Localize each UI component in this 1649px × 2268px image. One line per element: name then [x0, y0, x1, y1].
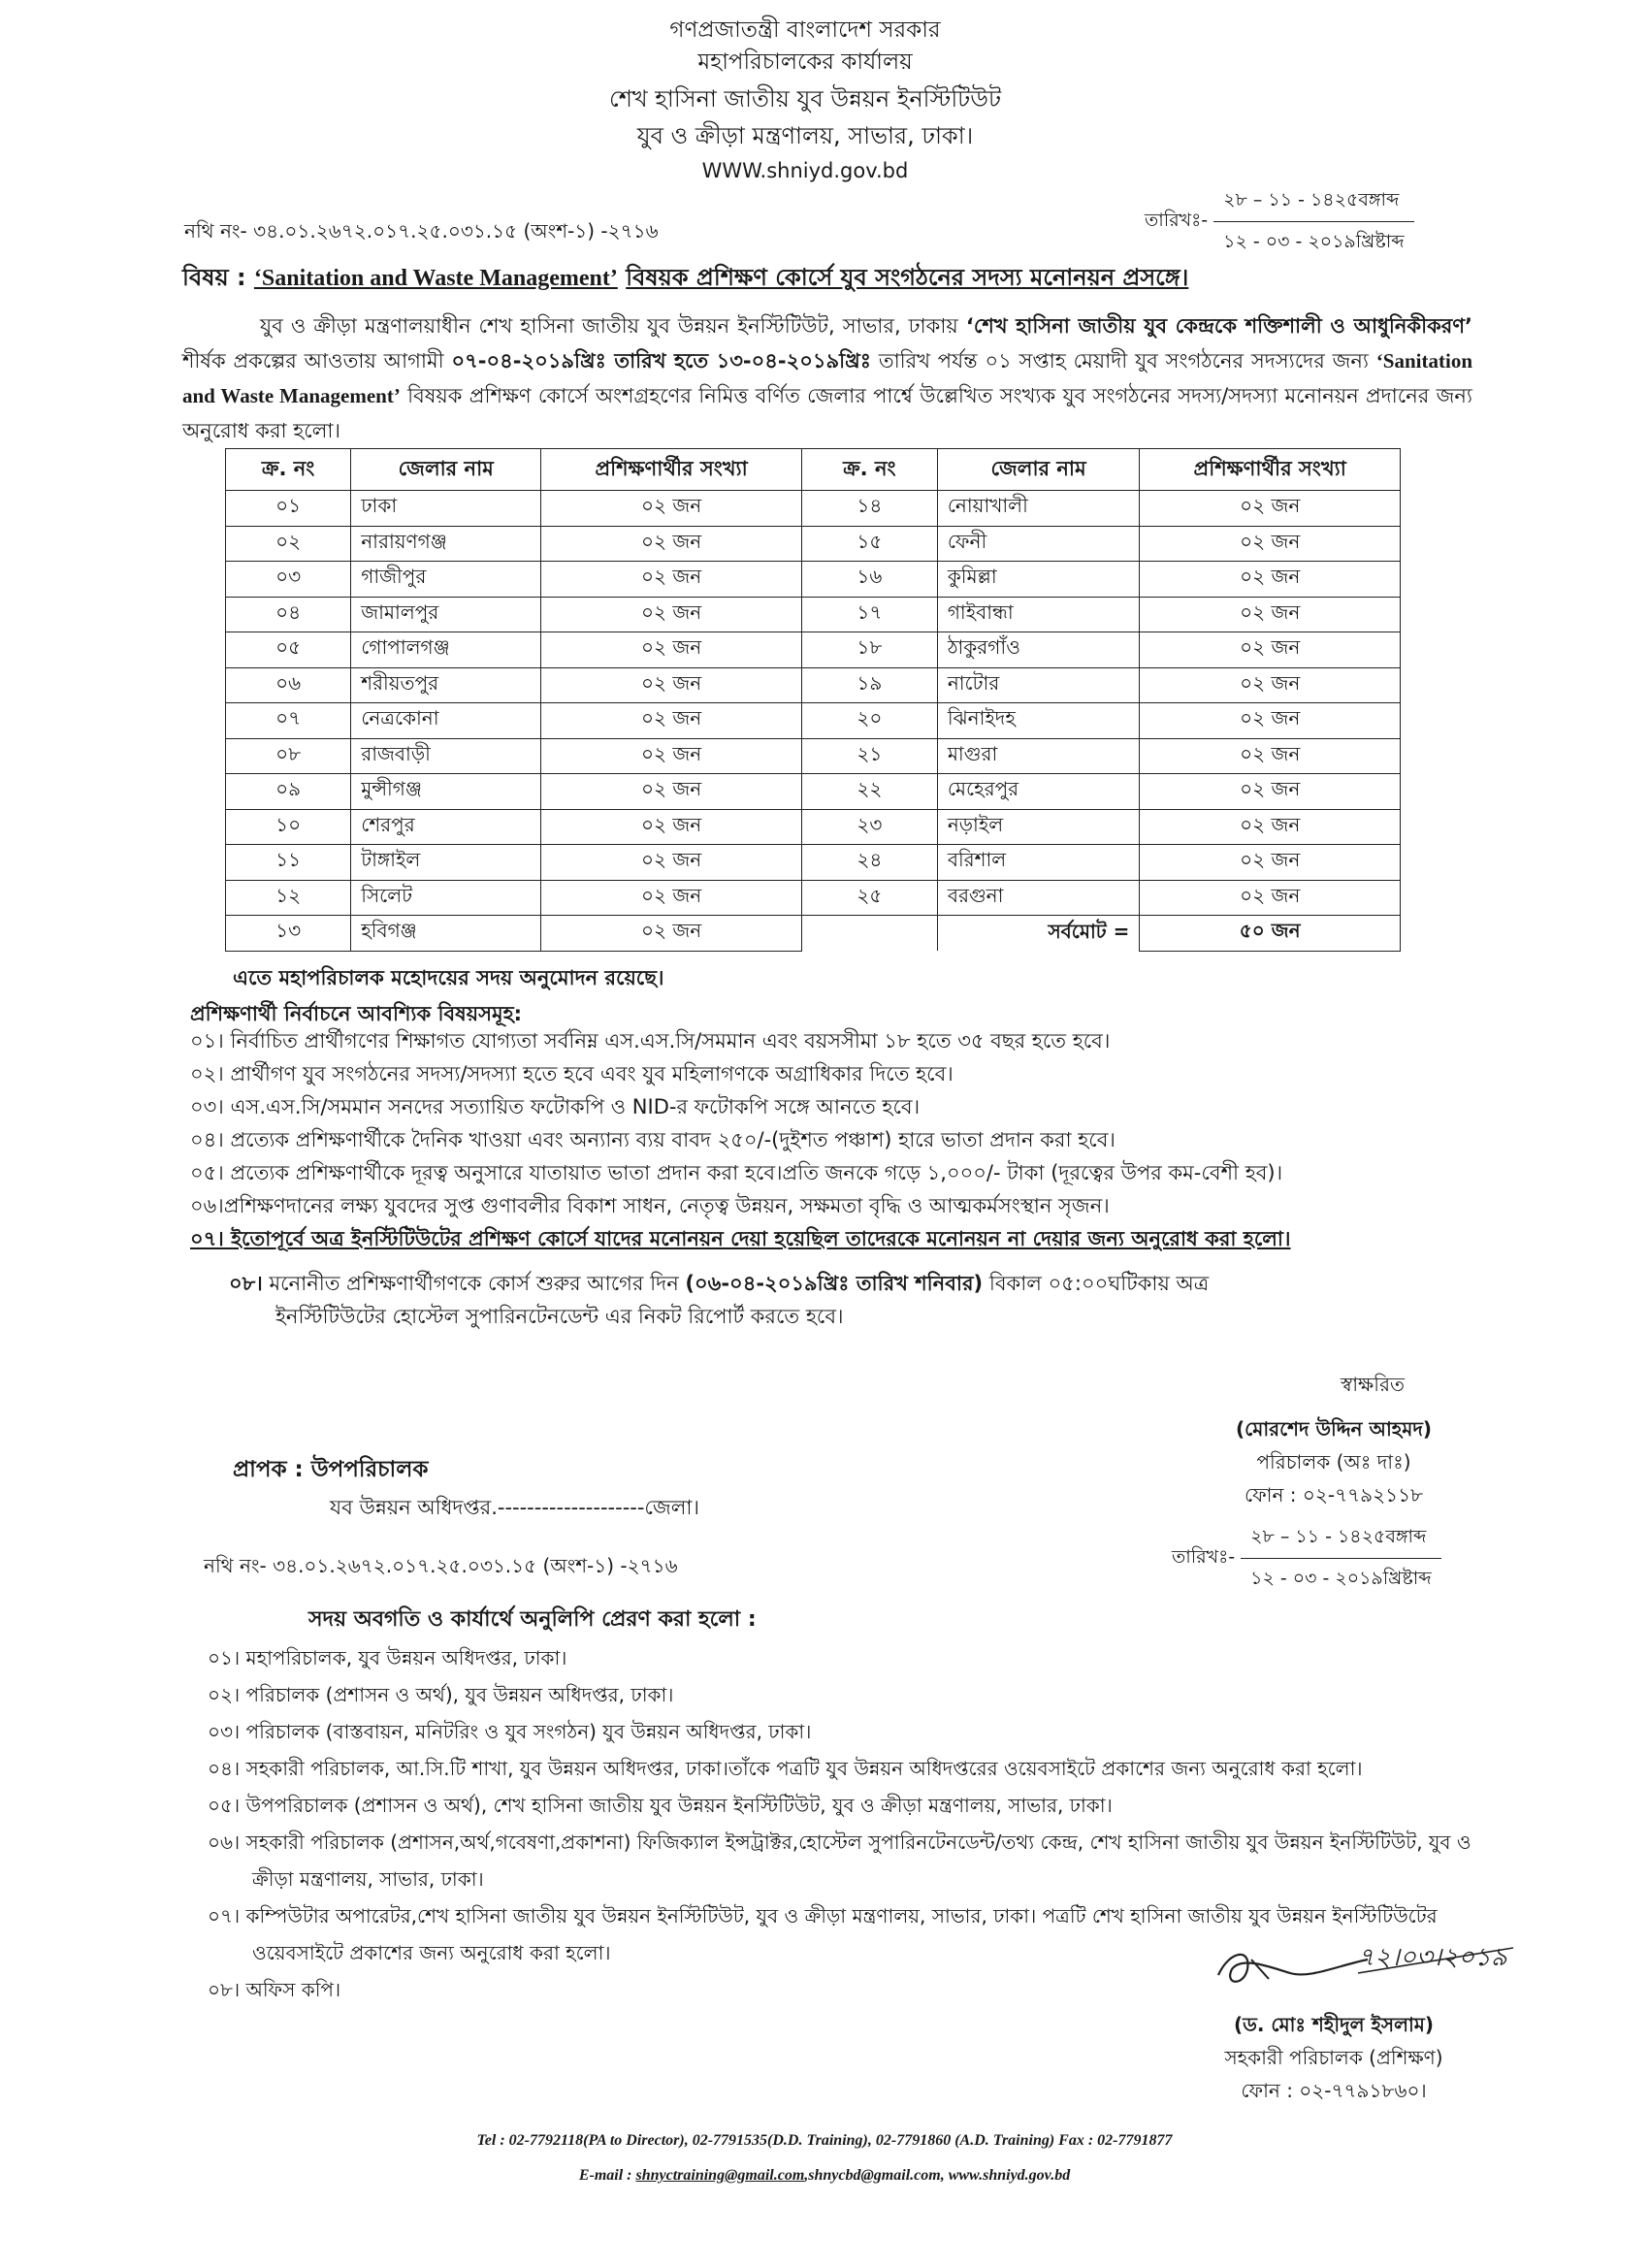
table-cell: নড়াইল — [937, 809, 1140, 845]
table-cell: নোয়াখালী — [937, 491, 1140, 527]
body-text-3: তারিখ পর্যন্ত ০১ সপ্তাহ মেয়াদী যুব সংগঠনের সদস্যদের জন্য — [878, 349, 1369, 373]
table-cell: ০২ জন — [541, 880, 802, 916]
table-row — [226, 845, 1401, 881]
signer-title: পরিচালক (অঃ দাঃ) — [1256, 1450, 1411, 1474]
table-cell: ঢাকা — [351, 491, 541, 527]
footer-contacts — [0, 2132, 1649, 2185]
body-text-1: যুব ও ক্রীড়া মন্ত্রণালয়াধীন শেখ হাসিনা জাতীয় যুব উন্নয়ন ইনস্টিটিউট, সাভার, ঢাকায় — [260, 314, 958, 338]
table-cell: শেরপুর — [351, 809, 541, 845]
table-cell: ২৫ — [801, 880, 937, 916]
table-cell: ২৩ — [801, 809, 937, 845]
item-8-date: (০৬-০৪-২০১৯খ্রিঃ তারিখ শনিবার) — [685, 1272, 984, 1295]
table-row — [226, 880, 1401, 916]
memo-date-2 — [1172, 1521, 1441, 1596]
body-paragraph — [182, 308, 1472, 448]
table-cell: ০৯ — [226, 774, 351, 810]
cc-item: ০৫। উপপরিচালক (প্রশাসন ও অর্থ), শেখ হাসিনা জাতীয় যুব উন্নয়ন ইনস্টিটিউট, যুব ও ক্রীড়া মন্ত্রণালয়, সাভার, ঢাকা। — [208, 1794, 1113, 1817]
item-8-text-a: মনোনীত প্রশিক্ষণার্থীগণকে কোর্স শুরুর আগের দিন — [269, 1272, 679, 1295]
header-line-3: শেখ হাসিনা জাতীয় যুব উন্নয়ন ইনস্টিটিউট — [608, 85, 1002, 113]
table-cell: নেত্রকোনা — [351, 703, 541, 739]
date-english: ১২ - ০৩ - ২০১৯খ্রিষ্টাব্দ — [1250, 1568, 1432, 1589]
body-project-name: ‘শেখ হাসিনা জাতীয় যুব কেন্দ্রকে শক্তিশালী ও আধুনিকীকরণ’ — [965, 314, 1473, 338]
requirement-item-8 — [229, 1267, 1486, 1333]
table-blank-cell — [801, 916, 937, 952]
table-row — [226, 738, 1401, 774]
table-header-row — [226, 449, 1401, 491]
date-english: ১২ - ০৩ - ২০১৯খ্রিষ্টাব্দ — [1223, 231, 1405, 252]
header-website: WWW.shniyd.gov.bd — [701, 159, 909, 182]
table-row — [226, 597, 1401, 632]
subject-line — [182, 260, 1188, 299]
table-cell: ১৬ — [801, 562, 937, 598]
item-8-text-c: ইনস্টিটিউটের হোস্টেল সুপারিনটেনডেন্ট এর নিকট রিপোর্ট করতে হবে। — [275, 1305, 844, 1328]
table-cell: ১১ — [226, 845, 351, 881]
memo-number: নথি নং- ৩৪.০১.২৬৭২.০১৭.২৫.০৩১.১৫ (অংশ-১) -২৭১৬ — [184, 219, 659, 243]
table-cell: মাগুরা — [937, 738, 1140, 774]
table-cell: ০৭ — [226, 703, 351, 739]
subject-course: ‘Sanitation and Waste Management’ — [253, 266, 618, 291]
header-line-4: যুব ও ক্রীড়া মন্ত্রণালয়, সাভার, ঢাকা। — [636, 122, 974, 149]
table-cell: শরীয়তপুর — [351, 667, 541, 703]
cc-item: ০৭। কম্পিউটার অপারেটর,শেখ হাসিনা জাতীয় যুব উন্নয়ন ইনস্টিটিউট, যুব ও ক্রীড়া মন্ত্রণালয়, সাভার, ঢাকা। পত্রটি শেখ হাসিনা জাতীয় যুব উন্নয়ন ইনস্টিটিউটের ওয়েবসাইটে প্রকাশের জন্য অনুরোধ করা হলো। — [208, 1904, 1438, 1964]
table-cell: ২০ — [801, 703, 937, 739]
table-cell: টাঙ্গাইল — [351, 845, 541, 881]
footer-phone-line: Tel : 02-7792118(PA to Director), 02-7791535(D.D. Training), 02-7791860 (A.D. Training) Fax : 02-7791877 — [476, 2132, 1173, 2149]
table-cell: ০২ — [226, 526, 351, 562]
table-cell: ০২ জন — [1140, 632, 1401, 668]
cc-item: ০২। পরিচালক (প্রশাসন ও অর্থ), যুব উন্নয়ন অধিদপ্তর, ঢাকা। — [208, 1683, 674, 1706]
handwritten-signature — [1212, 1930, 1523, 1998]
table-cell: ০২ জন — [1140, 880, 1401, 916]
table-cell: ০১ — [226, 491, 351, 527]
header-line-2: মহাপরিচালকের কার্যালয় — [697, 49, 913, 75]
table-cell: ১৮ — [801, 632, 937, 668]
email-link[interactable]: shnyctraining@gmail.com — [635, 2167, 805, 2184]
table-cell: ০২ জন — [541, 526, 802, 562]
table-row — [226, 526, 1401, 562]
handwritten-date: ৭২।০৩।২০১৯ — [1358, 1943, 1507, 1972]
table-cell: নাটোর — [937, 667, 1140, 703]
item-8-text-b: বিকাল ০৫:০০ঘটিকায় অত্র — [988, 1272, 1210, 1295]
table-cell: ০২ জন — [1140, 597, 1401, 632]
table-cell: ০২ জন — [1140, 703, 1401, 739]
table-cell: ০২ জন — [541, 597, 802, 632]
table-cell: ০৫ — [226, 632, 351, 668]
signature-block-2 — [1174, 2008, 1494, 2107]
table-row — [226, 916, 1401, 952]
body-course-name: ‘Sanitation and Waste Management’ — [182, 349, 1472, 407]
signature-block-1 — [1164, 1368, 1504, 1511]
table-cell: ২৪ — [801, 845, 937, 881]
list-item: ০৫। প্রত্যেক প্রশিক্ষণার্থীকে দূরত্ব অনুসারে যাতায়াত ভাতা প্রদান করা হবে।প্রতি জনকে গড়ে ১,০০০/- টাকা (দূরত্বের উপর কম-বেশী হব)। — [190, 1161, 1283, 1184]
table-cell: গাইবান্ধা — [937, 597, 1140, 632]
date-bangla: ২৮ – ১১ - ১৪২৫বঙ্গাব্দ — [1241, 1521, 1440, 1559]
signed-label: স্বাক্ষরিত — [1341, 1373, 1405, 1396]
table-cell: ০২ জন — [541, 632, 802, 668]
table-cell: ১৯ — [801, 667, 937, 703]
table-cell: ০২ জন — [1140, 738, 1401, 774]
list-item: ০১। নির্বাচিত প্রার্থীগণের শিক্ষাগত যোগ্যতা সর্বনিম্ন এস.এস.সি/সমমান এবং বয়সসীমা ১৮ হতে ৩৫ বছর হতে হবে। — [190, 1029, 1111, 1053]
total-value: ৫০ জন — [1140, 916, 1401, 952]
table-cell: ১৩ — [226, 916, 351, 952]
table-cell: ১০ — [226, 809, 351, 845]
recipient-label: প্রাপক : উপপরিচালক — [233, 1457, 429, 1482]
col-header: ক্র. নং — [226, 449, 351, 491]
signer-name: (ড. মোঃ শহীদুল ইসলাম) — [1233, 2013, 1435, 2036]
list-item: ০৭। ইতোপূর্বে অত্র ইনস্টিটিউটের প্রশিক্ষণ কোর্সে যাদের মনোনয়ন দেয়া হয়েছিল তাদেরকে মনোনয়ন না দেয়ার জন্য অনুরোধ করা হলো। — [190, 1227, 1291, 1250]
table-cell: ফেনী — [937, 526, 1140, 562]
requirements-list — [190, 1024, 1291, 1255]
body-text-4: বিষয়ক প্রশিক্ষণ কোর্সে অংশগ্রহণের নিমিত্ত বর্ণিত জেলার পার্শ্বে উল্লেখিত সংখ্যক যুব সংগঠনের সদস্য/সদস্যা মনোনয়ন প্রদানের জন্য অনুরোধ করা হলো। — [182, 384, 1472, 442]
table-cell: ঠাকুরগাঁও — [937, 632, 1140, 668]
cc-item: ০১। মহাপরিচালক, যুব উন্নয়ন অধিদপ্তর, ঢাকা। — [208, 1646, 567, 1669]
signer-phone: ফোন : ০২-৭৭৯২১১৮ — [1244, 1483, 1424, 1507]
table-cell: ০২ জন — [541, 491, 802, 527]
total-label: সর্বমোট = — [937, 916, 1140, 952]
item-8-number: ০৮। — [229, 1272, 263, 1295]
district-table — [225, 448, 1401, 952]
date-label: তারিখঃ- — [1145, 209, 1209, 231]
table-row — [226, 809, 1401, 845]
table-cell: ০৩ — [226, 562, 351, 598]
col-header: ক্র. নং — [801, 449, 937, 491]
table-cell: ০২ জন — [1140, 491, 1401, 527]
requirements-title: প্রশিক্ষণার্থী নির্বাচনে আবশ্যিক বিষয়সমূহ: — [190, 1002, 523, 1025]
table-cell: ০২ জন — [541, 774, 802, 810]
table-cell: ০৬ — [226, 667, 351, 703]
table-cell: ০২ জন — [1140, 774, 1401, 810]
footer-email-line — [0, 2167, 1649, 2185]
memo-number-2: নথি নং- ৩৪.০১.২৬৭২.০১৭.২৫.০৩১.১৫ (অংশ-১) -২৭১৬ — [204, 1554, 678, 1577]
table-row — [226, 562, 1401, 598]
col-header: প্রশিক্ষণার্থীর সংখ্যা — [541, 449, 802, 491]
table-cell: ০৪ — [226, 597, 351, 632]
header-line-1: গণপ্রজাতন্ত্রী বাংলাদেশ সরকার — [669, 17, 941, 43]
table-cell: ০২ জন — [541, 809, 802, 845]
signer-phone: ফোন : ০২-৭৭৯১৮৬০। — [1241, 2079, 1427, 2102]
cc-title: সদয় অবগতি ও কার্যার্থে অনুলিপি প্রেরণ করা হলো : — [308, 1607, 757, 1632]
table-cell: ২২ — [801, 774, 937, 810]
table-cell: ঝিনাইদহ — [937, 703, 1140, 739]
subject-text: বিষয়ক প্রশিক্ষণ কোর্সে যুব সংগঠনের সদস্য মনোনয়ন প্রসঙ্গে। — [626, 264, 1189, 291]
table-row — [226, 632, 1401, 668]
cc-item: ০৮। অফিস কপি। — [208, 1978, 341, 2001]
table-cell: রাজবাড়ী — [351, 738, 541, 774]
col-header: প্রশিক্ষণার্থীর সংখ্যা — [1140, 449, 1401, 491]
table-cell: ১২ — [226, 880, 351, 916]
list-item: ০৪। প্রত্যেক প্রশিক্ষণার্থীকে দৈনিক খাওয়া এবং অন্যান্য ব্যয় বাবদ ২৫০/-(দুইশত পঞ্চাশ) হারে ভাতা প্রদান করা হবে। — [190, 1128, 1116, 1151]
table-cell: ১৪ — [801, 491, 937, 527]
cc-item: ০৪। সহকারী পরিচালক, আ.সি.টি শাখা, যুব উন্নয়ন অধিদপ্তর, ঢাকা।তাঁকে পত্রটি যুব উন্নয়ন অধিদপ্তরের ওয়েবসাইটে প্রকাশের জন্য অনুরোধ করা হলো। — [208, 1757, 1363, 1780]
body-text-2: শীর্ষক প্রকল্পের আওতায় আগামী — [182, 349, 444, 373]
table-row — [226, 774, 1401, 810]
cc-item: ০৬। সহকারী পরিচালক (প্রশাসন,অর্থ,গবেষণা,প্রকাশনা) ফিজিক্যাল ইন্সট্রাক্টর,হোস্টেল সুপারিনটেনডেন্ট/তথ্য কেন্দ্র, শেখ হাসিনা জাতীয় যুব উন্নয়ন ইনস্টিটিউট, যুব ও ক্রীড়া মন্ত্রণালয়, সাভার, ঢাকা। — [208, 1831, 1471, 1891]
table-cell: ১৭ — [801, 597, 937, 632]
table-cell: বরগুনা — [937, 880, 1140, 916]
subject-label: বিষয় : — [182, 264, 246, 291]
table-cell: ০২ জন — [541, 703, 802, 739]
table-row — [226, 703, 1401, 739]
email-rest: ,shnycbd@gmail.com, www.shniyd.gov.bd — [804, 2167, 1071, 2184]
table-row — [226, 491, 1401, 527]
list-item: ০৬।প্রশিক্ষণদানের লক্ষ্য যুবদের সুপ্ত গুণাবলীর বিকাশ সাধন, নেতৃত্ব উন্নয়ন, সক্ষমতা বৃদ্ধি ও আত্মকর্মসংস্থান সৃজন। — [190, 1194, 1110, 1217]
date-bangla: ২৮ – ১১ - ১৪২৫বঙ্গাব্দ — [1213, 184, 1413, 222]
table-cell: ০২ জন — [1140, 667, 1401, 703]
letterhead — [0, 19, 1649, 181]
table-cell: সিলেট — [351, 880, 541, 916]
cc-item: ০৩। পরিচালক (বাস্তবায়ন, মনিটরিং ও যুব সংগঠন) যুব উন্নয়ন অধিদপ্তর, ঢাকা। — [208, 1720, 812, 1743]
table-cell: ০২ জন — [541, 667, 802, 703]
table-cell: ০২ জন — [541, 562, 802, 598]
table-cell: নারায়ণগঞ্জ — [351, 526, 541, 562]
list-item: ০২। প্রার্থীগণ যুব সংগঠনের সদস্য/সদস্যা হতে হবে এবং যুব মহিলাগণকে অগ্রাধিকার দিতে হবে। — [190, 1062, 954, 1085]
table-cell: গাজীপুর — [351, 562, 541, 598]
table-cell: ০৮ — [226, 738, 351, 774]
col-header: জেলার নাম — [351, 449, 541, 491]
table-cell: কুমিল্লা — [937, 562, 1140, 598]
table-cell: মেহেরপুর — [937, 774, 1140, 810]
table-cell: মুন্সীগঞ্জ — [351, 774, 541, 810]
table-cell: ০২ জন — [1140, 526, 1401, 562]
table-row — [226, 667, 1401, 703]
col-header: জেলার নাম — [937, 449, 1140, 491]
signer-title: সহকারী পরিচালক (প্রশিক্ষণ) — [1224, 2046, 1443, 2069]
approval-note: এতে মহাপরিচালক মহোদয়ের সদয় অনুমোদন রয়েছে। — [233, 966, 664, 989]
table-cell: গোপালগঞ্জ — [351, 632, 541, 668]
table-cell: ১৫ — [801, 526, 937, 562]
table-cell: ০২ জন — [1140, 845, 1401, 881]
date-label: তারিখঃ- — [1172, 1545, 1236, 1568]
table-cell: জামালপুর — [351, 597, 541, 632]
table-cell: বরিশাল — [937, 845, 1140, 881]
signer-name: (মোরশেদ উদ্দিন আহমদ) — [1235, 1417, 1433, 1441]
recipient-office: যব উন্নয়ন অধিদপ্তর.--------------------জেলা। — [330, 1496, 699, 1519]
list-item: ০৩। এস.এস.সি/সমমান সনদের সত্যায়িত ফটোকপি ও NID-র ফটোকপি সঙ্গে আনতে হবে। — [190, 1095, 921, 1118]
table-cell: ০২ জন — [541, 738, 802, 774]
table-cell: হবিগঞ্জ — [351, 916, 541, 952]
table-cell: ০২ জন — [541, 916, 802, 952]
memo-date — [1145, 184, 1414, 259]
email-label: E-mail : — [578, 2167, 632, 2184]
table-cell: ০২ জন — [1140, 809, 1401, 845]
body-course-dates: ০৭-০৪-২০১৯খ্রিঃ তারিখ হতে ১৩-০৪-২০১৯খ্রিঃ — [451, 349, 871, 373]
table-cell: ০২ জন — [1140, 562, 1401, 598]
table-cell: ২১ — [801, 738, 937, 774]
table-cell: ০২ জন — [541, 845, 802, 881]
